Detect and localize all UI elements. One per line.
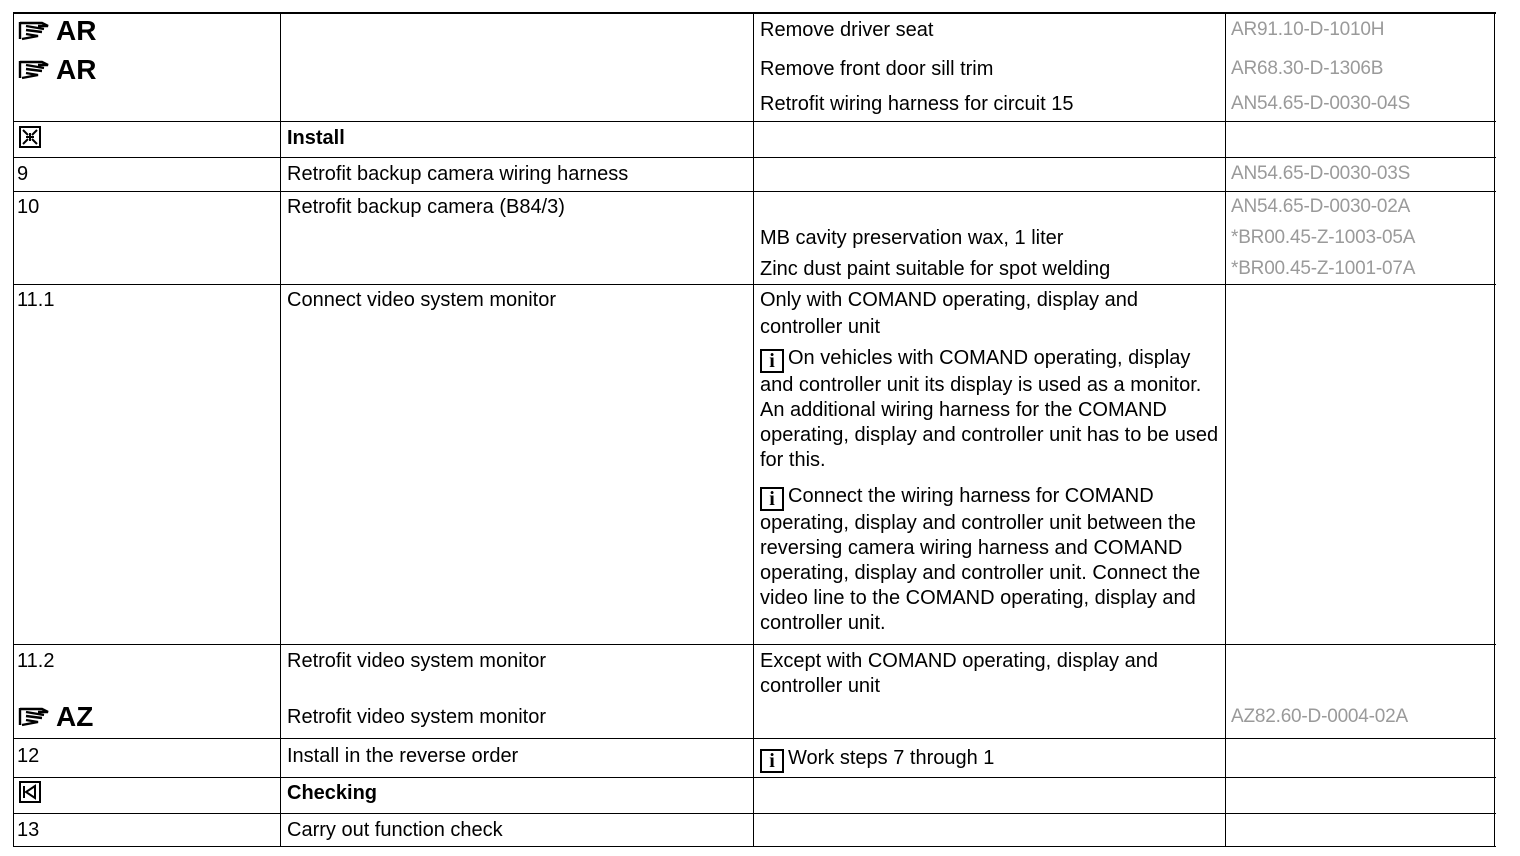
- row-divider: [13, 777, 1496, 778]
- step-action: Retrofit backup camera (B84/3): [287, 196, 565, 218]
- column-divider: [1494, 14, 1495, 846]
- reference-pointer: [18, 16, 96, 46]
- step-number: 11.1: [17, 289, 55, 311]
- info-icon: i: [760, 749, 784, 773]
- row-divider: [13, 738, 1496, 739]
- pointer-hand-icon: [18, 58, 54, 82]
- row-divider: [13, 813, 1496, 814]
- reference-pointer: [18, 702, 93, 732]
- row-divider: [13, 157, 1496, 158]
- reference-pointer: [18, 55, 96, 85]
- install-icon: [19, 126, 41, 148]
- step-action: Install in the reverse order: [287, 745, 519, 767]
- info-text: Connect the wiring harness for COMAND operating, display and controller unit between the reversing camera wiring harness and COMAND operating, display and controller unit. Connect the video line to the COMAND operating, display and controller unit.: [760, 485, 1201, 634]
- note-text: Except with COMAND operating, display and: [760, 650, 1158, 672]
- row-divider: [13, 846, 1496, 847]
- document-reference: AZ82.60-D-0004-02A: [1231, 706, 1409, 727]
- note-text: controller unit: [760, 316, 881, 338]
- step-action: Connect video system monitor: [287, 289, 557, 311]
- note-text: Only with COMAND operating, display and: [760, 289, 1138, 311]
- pointer-code: AZ: [56, 701, 94, 732]
- note-text: Retrofit wiring harness for circuit 15: [760, 93, 1074, 115]
- row-divider: [13, 191, 1496, 192]
- document-reference: AR68.30-D-1306B: [1231, 58, 1384, 79]
- column-divider: [280, 14, 281, 846]
- row-divider: [13, 644, 1496, 645]
- note-text: MB cavity preservation wax, 1 liter: [760, 227, 1064, 249]
- step-number: 9: [17, 163, 29, 185]
- section-heading-install: Install: [287, 127, 345, 149]
- info-text: Work steps 7 through 1: [788, 747, 995, 769]
- pointer-code: AR: [56, 15, 97, 46]
- document-reference: *BR00.45-Z-1001-07A: [1231, 258, 1416, 279]
- document-reference: AR91.10-D-1010H: [1231, 19, 1385, 40]
- section-heading-checking: Checking: [287, 782, 378, 804]
- column-divider: [13, 14, 14, 846]
- row-divider: [13, 121, 1496, 122]
- note-text: Remove front door sill trim: [760, 58, 994, 80]
- note-text: controller unit: [760, 675, 881, 697]
- step-action: Carry out function check: [287, 819, 503, 841]
- info-text: On vehicles with COMAND operating, display and controller unit its display is used as a monitor. An additional wiring harness for the COMAND operating, display and controller unit has to be used for this.: [760, 347, 1219, 471]
- step-number: 13: [17, 819, 40, 841]
- step-number: 12: [17, 745, 40, 767]
- info-icon: i: [760, 487, 784, 511]
- info-note: [760, 484, 1222, 636]
- pointer-code: AR: [56, 54, 97, 85]
- info-note: [760, 746, 994, 773]
- document-reference: AN54.65-D-0030-02A: [1231, 196, 1411, 217]
- step-number: 11.2: [17, 650, 55, 672]
- pointer-hand-icon: [18, 705, 54, 729]
- info-icon: i: [760, 349, 784, 373]
- column-divider: [753, 14, 754, 846]
- column-divider: [1225, 14, 1226, 846]
- document-reference: *BR00.45-Z-1003-05A: [1231, 227, 1416, 248]
- info-note: [760, 346, 1222, 473]
- step-number: 10: [17, 196, 40, 218]
- document-reference: AN54.65-D-0030-03S: [1231, 163, 1411, 184]
- step-action: Retrofit video system monitor: [287, 706, 546, 728]
- step-action: Retrofit video system monitor: [287, 650, 546, 672]
- row-divider: [13, 284, 1496, 285]
- pointer-hand-icon: [18, 19, 54, 43]
- note-text: Remove driver seat: [760, 19, 934, 41]
- checking-icon: [19, 781, 41, 803]
- step-action: Retrofit backup camera wiring harness: [287, 163, 629, 185]
- note-text: Zinc dust paint suitable for spot welding: [760, 258, 1111, 280]
- document-reference: AN54.65-D-0030-04S: [1231, 93, 1411, 114]
